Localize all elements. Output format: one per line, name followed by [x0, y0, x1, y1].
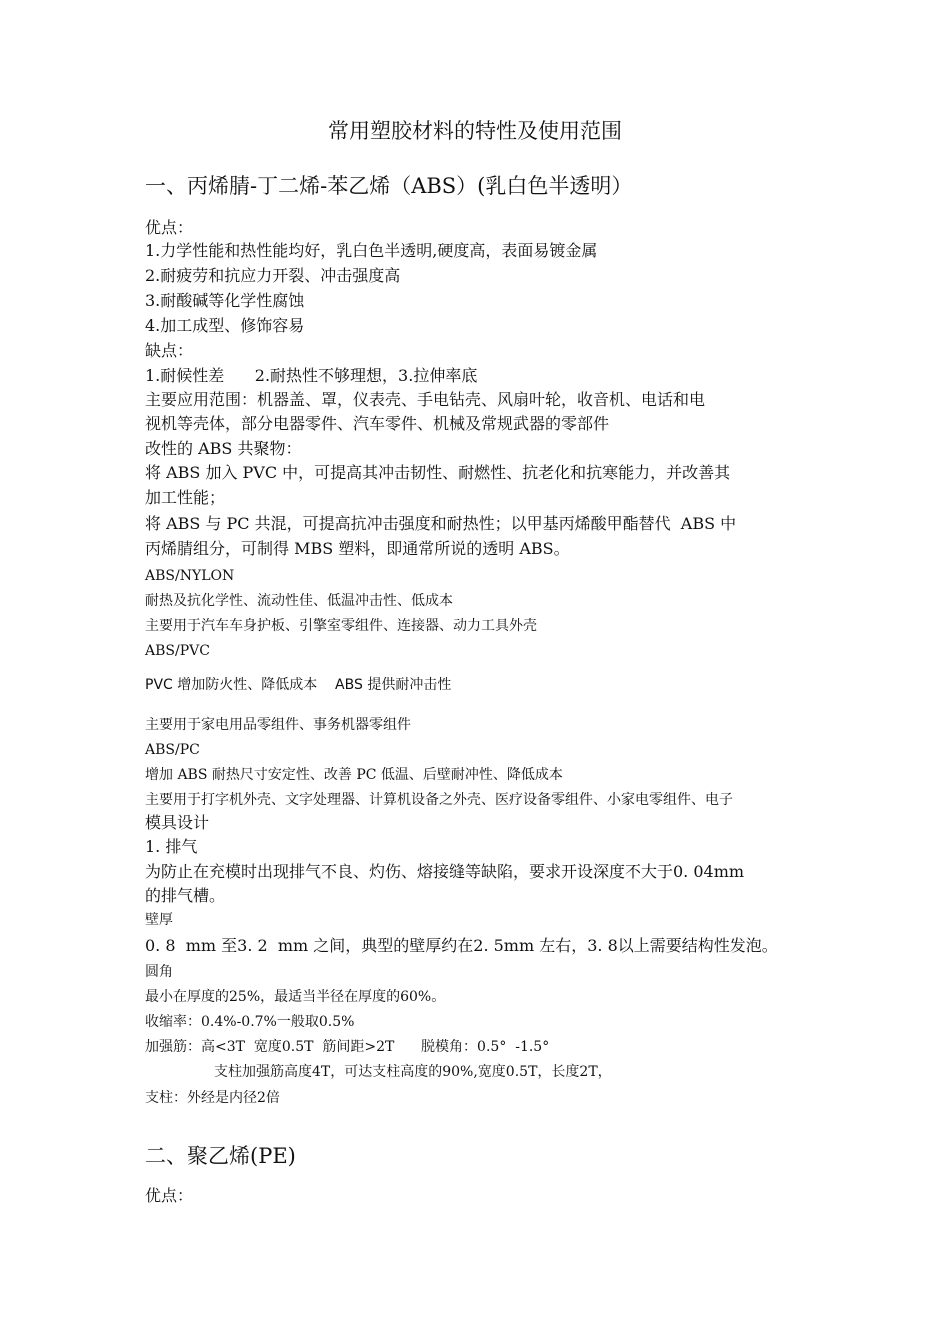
- abs-pc-use: 主要用于打字机外壳、文字处理器、计算机设备之外壳、医疗设备零组件、小家电零组件、电子: [145, 792, 733, 808]
- advantage-item: 3.耐酸碱等化学性腐蚀: [145, 291, 305, 310]
- application-line: 主要应用范围：机器盖、罩，仪表壳、手电钻壳、风扇叶轮，收音机、电话和电: [145, 390, 706, 409]
- modified-abs-line: 将 ABS 加入 PVC 中，可提高其冲击韧性、耐燃性、抗老化和抗寒能力，并改善其: [145, 463, 731, 482]
- advantage-item: 4.加工成型、修饰容易: [145, 316, 305, 335]
- fillet-label: 圆角: [145, 964, 173, 980]
- abs-nylon-use: 主要用于汽车车身护板、引擎室零组件、连接器、动力工具外壳: [145, 618, 537, 634]
- section-2-heading: 二、聚乙烯(PE): [145, 1144, 296, 1168]
- venting-text: 为防止在充模时出现排气不良、灼伤、熔接缝等缺陷，要求开设深度不大于0. 04mm: [145, 862, 745, 881]
- modified-abs-line: 将 ABS 与 PC 共混，可提高抗冲击强度和耐热性；以甲基丙烯酸甲酯替代 ABS 中: [145, 514, 737, 533]
- abs-pc-properties: 增加 ABS 耐热尺寸安定性、改善 PC 低温、后壁耐冲性、降低成本: [145, 767, 563, 783]
- abs-pvc-use: 主要用于家电用品零组件、事务机器零组件: [145, 717, 411, 733]
- venting-text: 的排气槽。: [145, 886, 226, 905]
- abs-nylon-label: ABS/NYLON: [145, 568, 235, 584]
- boss-rib-text: 支柱加强筋高度4T，可达支柱高度的90%,宽度0.5T，长度2T，: [214, 1064, 612, 1080]
- modified-abs-line: 丙烯腈组分，可制得 MBS 塑料，即通常所说的透明 ABS。: [145, 539, 570, 558]
- advantage-item: 2.耐疲劳和抗应力开裂、冲击强度高: [145, 266, 401, 285]
- fillet-text: 最小在厚度的25%，最适当半径在厚度的60%。: [145, 989, 446, 1005]
- section-1-heading: 一、丙烯腈-丁二烯-苯乙烯（ABS）(乳白色半透明）: [145, 174, 633, 198]
- wall-thickness-text: 0. 8 mm 至3. 2 mm 之间，典型的壁厚约在2. 5mm 左右，3. 8以上需要结构性发泡。: [145, 936, 778, 955]
- application-line: 视机等壳体，部分电器零件、汽车零件、机械及常规武器的零部件: [145, 414, 610, 433]
- modified-abs-label: 改性的 ABS 共聚物：: [145, 439, 302, 458]
- disadvantage-list: 1.耐候性差 2.耐热性不够理想，3.拉伸率底: [145, 366, 478, 385]
- mold-design-label: 模具设计: [145, 813, 210, 832]
- rib-text: 加强筋：高<3T 宽度0.5T 筋间距>2T 脱模角：0.5° -1.5°: [145, 1039, 550, 1055]
- section-2-advantages-label: 优点：: [145, 1186, 194, 1205]
- modified-abs-line: 加工性能；: [145, 488, 226, 507]
- venting-label: 1. 排气: [145, 837, 198, 856]
- advantages-label: 优点：: [145, 218, 194, 237]
- document-title: 常用塑胶材料的特性及使用范围: [328, 119, 622, 143]
- abs-pc-label: ABS/PC: [145, 742, 200, 758]
- abs-nylon-properties: 耐热及抗化学性、流动性佳、低温冲击性、低成本: [145, 593, 453, 609]
- abs-pvc-properties: PVC 增加防火性、降低成本 ABS 提供耐冲击性: [145, 677, 452, 693]
- wall-thickness-label: 壁厚: [145, 912, 173, 928]
- advantage-item: 1.力学性能和热性能均好，乳白色半透明,硬度高，表面易镀金属: [145, 241, 598, 260]
- shrinkage-text: 收缩率：0.4%-0.7%一般取0.5%: [145, 1014, 355, 1030]
- boss-text: 支柱：外经是内径2倍: [145, 1090, 280, 1106]
- disadvantages-label: 缺点：: [145, 341, 194, 360]
- abs-pvc-label: ABS/PVC: [145, 643, 210, 659]
